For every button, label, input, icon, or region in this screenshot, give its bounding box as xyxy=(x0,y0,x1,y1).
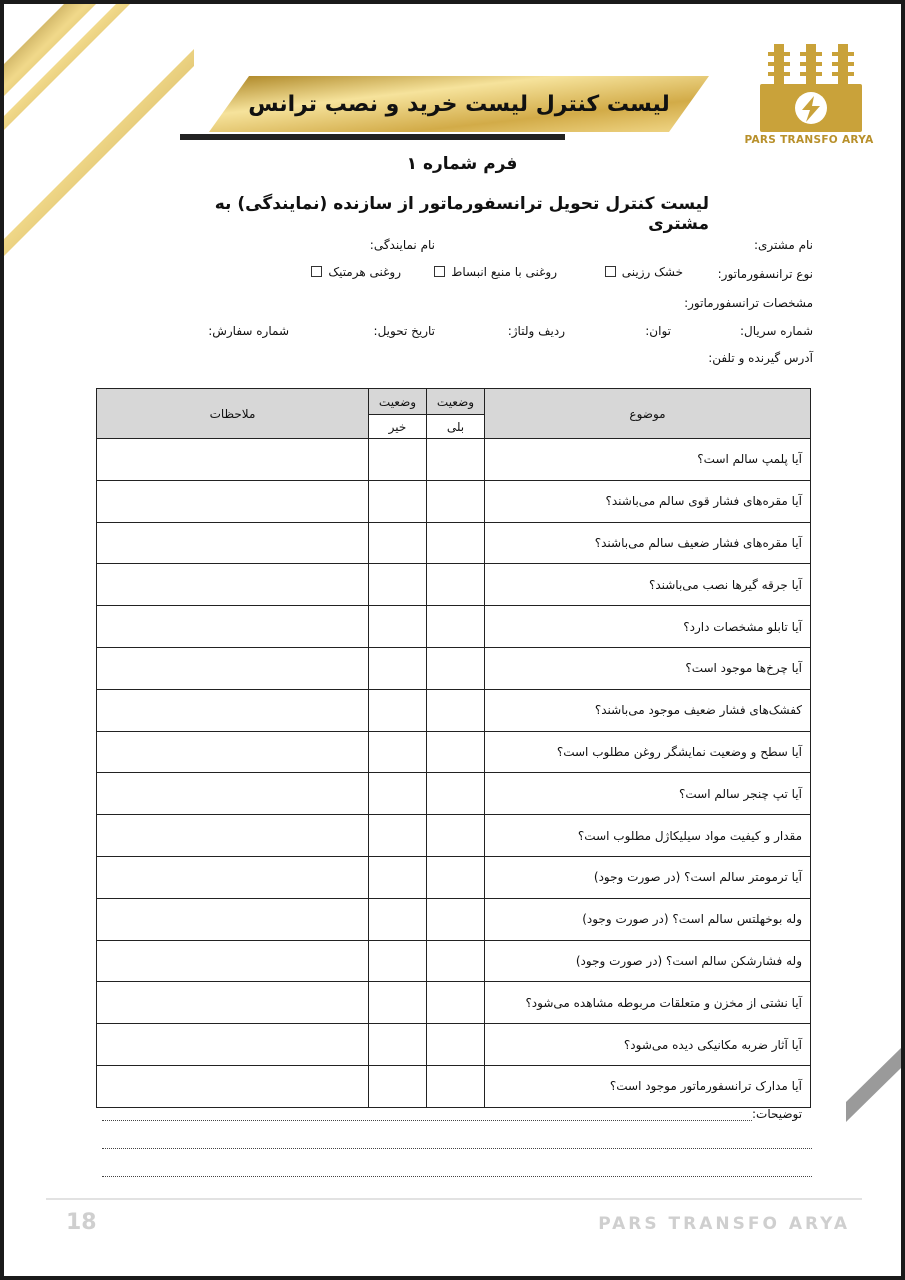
voltage-field[interactable]: ردیف ولتاژ: xyxy=(507,324,565,338)
yes-cell[interactable] xyxy=(427,564,485,606)
option-dry-resin[interactable] xyxy=(605,265,683,279)
option-oil-hermetic[interactable] xyxy=(311,265,401,279)
footer-brand: PARS TRANSFO ARYA xyxy=(598,1214,850,1234)
no-cell[interactable] xyxy=(369,940,427,982)
col-no-header: خیر xyxy=(369,415,427,439)
table-row xyxy=(97,606,811,648)
gray-corner-stripe xyxy=(846,1044,901,1124)
notes-cell[interactable] xyxy=(97,982,369,1024)
question-cell: وله بوخهلتس سالم است؟ (در صورت وجود) xyxy=(485,898,811,940)
table-row xyxy=(97,439,811,481)
no-cell[interactable] xyxy=(369,564,427,606)
yes-cell[interactable] xyxy=(427,856,485,898)
page xyxy=(4,4,901,1276)
no-cell[interactable] xyxy=(369,856,427,898)
question-cell: آیا مدارک ترانسفورماتور موجود است؟ xyxy=(485,1065,811,1107)
question-cell: آیا پلمپ سالم است؟ xyxy=(485,439,811,481)
yes-cell[interactable] xyxy=(427,898,485,940)
notes-cell[interactable] xyxy=(97,731,369,773)
gold-corner-stripes xyxy=(4,4,204,284)
logo-text: PARS TRANSFO ARYA xyxy=(744,134,874,146)
table-row xyxy=(97,564,811,606)
notes-cell[interactable] xyxy=(97,480,369,522)
no-cell[interactable] xyxy=(369,647,427,689)
col-subject-header: موضوع xyxy=(485,389,811,439)
yes-cell[interactable] xyxy=(427,940,485,982)
table-row xyxy=(97,689,811,731)
yes-cell[interactable] xyxy=(427,773,485,815)
specs-label: مشخصات ترانسفورماتور: xyxy=(684,296,813,310)
question-cell: آیا ترمومتر سالم است؟ (در صورت وجود) xyxy=(485,856,811,898)
yes-cell[interactable] xyxy=(427,815,485,857)
footer-divider xyxy=(46,1198,862,1200)
option-label: خشک رزینی xyxy=(621,265,683,279)
table-row xyxy=(97,773,811,815)
notes-cell[interactable] xyxy=(97,898,369,940)
table-row xyxy=(97,898,811,940)
notes-cell[interactable] xyxy=(97,439,369,481)
notes-cell[interactable] xyxy=(97,1065,369,1107)
no-cell[interactable] xyxy=(369,606,427,648)
no-cell[interactable] xyxy=(369,773,427,815)
page-number: 18 xyxy=(66,1210,97,1235)
yes-cell[interactable] xyxy=(427,647,485,689)
yes-cell[interactable] xyxy=(427,1065,485,1107)
col-yes-header: بلی xyxy=(427,415,485,439)
order-number-field[interactable]: شماره سفارش: xyxy=(208,324,289,338)
question-cell: کفشک‌های فشار ضعیف موجود می‌باشند؟ xyxy=(485,689,811,731)
table-row xyxy=(97,1065,811,1107)
notes-cell[interactable] xyxy=(97,815,369,857)
notes-line-3[interactable] xyxy=(102,1176,812,1177)
question-cell: آیا آثار ضربه مکانیکی دیده می‌شود؟ xyxy=(485,1024,811,1066)
checkbox[interactable] xyxy=(605,266,616,277)
no-cell[interactable] xyxy=(369,982,427,1024)
power-field[interactable]: توان: xyxy=(645,324,671,338)
checklist-table xyxy=(96,388,811,1108)
transformer-type-label: نوع ترانسفورماتور: xyxy=(717,267,813,281)
table-row xyxy=(97,815,811,857)
table-row xyxy=(97,982,811,1024)
notes-cell[interactable] xyxy=(97,1024,369,1066)
notes-cell[interactable] xyxy=(97,689,369,731)
agency-name-field[interactable]: نام نمایندگی: xyxy=(369,238,435,252)
option-label: روغنی هرمتیک xyxy=(328,265,401,279)
no-cell[interactable] xyxy=(369,439,427,481)
yes-cell[interactable] xyxy=(427,689,485,731)
question-cell: آیا چرخ‌ها موجود است؟ xyxy=(485,647,811,689)
notes-cell[interactable] xyxy=(97,856,369,898)
notes-line-2[interactable] xyxy=(102,1148,812,1149)
question-cell: مقدار و کیفیت مواد سیلیکاژل مطلوب است؟ xyxy=(485,815,811,857)
table-row xyxy=(97,480,811,522)
table-row xyxy=(97,940,811,982)
yes-cell[interactable] xyxy=(427,731,485,773)
question-cell: وله فشارشکن سالم است؟ (در صورت وجود) xyxy=(485,940,811,982)
yes-cell[interactable] xyxy=(427,982,485,1024)
yes-cell[interactable] xyxy=(427,606,485,648)
question-cell: آیا نشتی از مخزن و متعلقات مربوطه مشاهده می‌شود؟ xyxy=(485,982,811,1024)
form-number: فرم شماره ۱ xyxy=(406,154,518,174)
no-cell[interactable] xyxy=(369,522,427,564)
table-row xyxy=(97,647,811,689)
table-row xyxy=(97,856,811,898)
checkbox[interactable] xyxy=(311,266,322,277)
form-title: لیست کنترل تحویل ترانسفورماتور از سازنده (نمایندگی) به مشتری xyxy=(214,194,709,234)
no-cell[interactable] xyxy=(369,1065,427,1107)
question-cell: آیا جرقه گیرها نصب می‌باشند؟ xyxy=(485,564,811,606)
address-field[interactable]: آدرس گیرنده و تلفن: xyxy=(708,351,813,365)
checkbox[interactable] xyxy=(434,266,445,277)
banner-underline xyxy=(180,134,565,140)
table-row xyxy=(97,731,811,773)
question-cell: آیا تابلو مشخصات دارد؟ xyxy=(485,606,811,648)
question-cell: آیا مقره‌های فشار قوی سالم می‌باشند؟ xyxy=(485,480,811,522)
notes-cell[interactable] xyxy=(97,606,369,648)
notes-cell[interactable] xyxy=(97,564,369,606)
notes-cell[interactable] xyxy=(97,647,369,689)
col-status-yes-header: وضعیت xyxy=(427,389,485,415)
no-cell[interactable] xyxy=(369,689,427,731)
no-cell[interactable] xyxy=(369,480,427,522)
banner-title: لیست کنترل لیست خرید و نصب ترانس xyxy=(248,91,670,117)
question-cell: آیا تپ چنجر سالم است؟ xyxy=(485,773,811,815)
notes-cell[interactable] xyxy=(97,940,369,982)
col-notes-header: ملاحظات xyxy=(97,389,369,439)
notes-cell[interactable] xyxy=(97,522,369,564)
delivery-date-field[interactable]: تاریخ تحویل: xyxy=(373,324,435,338)
notes-line-1[interactable] xyxy=(102,1120,752,1121)
no-cell[interactable] xyxy=(369,731,427,773)
notes-label: توضیحات: xyxy=(752,1107,803,1121)
no-cell[interactable] xyxy=(369,1024,427,1066)
question-cell: آیا سطح و وضعیت نمایشگر روغن مطلوب است؟ xyxy=(485,731,811,773)
yes-cell[interactable] xyxy=(427,439,485,481)
table-row xyxy=(97,1024,811,1066)
table-row xyxy=(97,522,811,564)
option-oil-conservator[interactable] xyxy=(434,265,557,279)
customer-name-field[interactable]: نام مشتری: xyxy=(753,238,813,252)
col-status-no-header: وضعیت xyxy=(369,389,427,415)
yes-cell[interactable] xyxy=(427,480,485,522)
yes-cell[interactable] xyxy=(427,522,485,564)
no-cell[interactable] xyxy=(369,815,427,857)
notes-cell[interactable] xyxy=(97,773,369,815)
yes-cell[interactable] xyxy=(427,1024,485,1066)
option-label: روغنی با منبع انبساط xyxy=(451,265,557,279)
no-cell[interactable] xyxy=(369,898,427,940)
serial-number-field[interactable]: شماره سریال: xyxy=(740,324,813,338)
question-cell: آیا مقره‌های فشار ضعیف سالم می‌باشند؟ xyxy=(485,522,811,564)
